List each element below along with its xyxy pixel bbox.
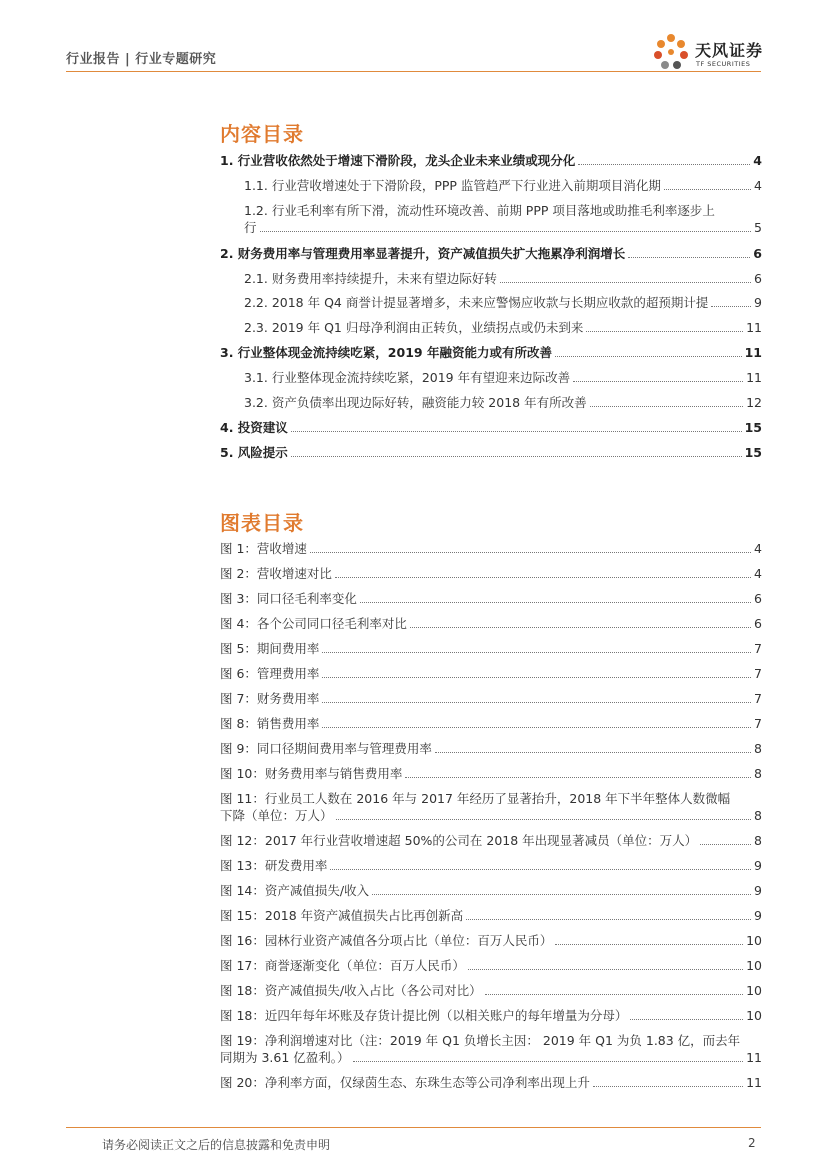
- toc-item[interactable]: [244, 202, 762, 236]
- figure-item[interactable]: [220, 640, 762, 657]
- tf-securities-logo-icon: [651, 30, 691, 74]
- figure-item-page: 8: [754, 808, 762, 823]
- toc-leader: [586, 331, 743, 332]
- figure-leader: [330, 869, 751, 870]
- figure-item-page: 9: [754, 858, 762, 873]
- figure-item[interactable]: [220, 590, 762, 607]
- figure-item[interactable]: [220, 1007, 762, 1024]
- toc-item-page: 11: [746, 320, 762, 335]
- toc-item[interactable]: [220, 419, 762, 436]
- figure-item-page: 7: [754, 716, 762, 731]
- figure-item-page: 6: [754, 591, 762, 606]
- figure-item-page: 10: [746, 983, 762, 998]
- toc-leader: [590, 406, 744, 407]
- toc-leader: [500, 282, 751, 283]
- figure-leader: [410, 627, 751, 628]
- toc-leader: [578, 164, 750, 165]
- figure-leader: [468, 969, 743, 970]
- toc-leader: [555, 356, 742, 357]
- figure-item[interactable]: [220, 540, 762, 557]
- header-rule: [66, 71, 761, 72]
- toc-item-text-line1: 1.2. 行业毛利率有所下滑，流动性环境改善、前期 PPP 项目落地或助推毛利率逐步上: [244, 203, 715, 218]
- figure-item[interactable]: [220, 690, 762, 707]
- toc-title: 内容目录: [220, 122, 304, 146]
- toc-leader: [628, 257, 750, 258]
- figure-item-text-line1: 图 11：行业员工人数在 2016 年与 2017 年经历了显著抬升，2018 年下半年整体人数微幅: [220, 791, 731, 806]
- toc-item-page: 11: [746, 370, 762, 385]
- figure-item-text: 图 1：营收增速: [220, 541, 307, 556]
- toc-item-page: 9: [754, 295, 762, 310]
- toc-item[interactable]: [220, 344, 762, 361]
- footer-disclaimer: 请务必阅读正文之后的信息披露和免责申明: [102, 1138, 331, 1152]
- figure-leader: [372, 894, 751, 895]
- toc-item[interactable]: [220, 152, 762, 169]
- figure-item-page: 10: [746, 958, 762, 973]
- figure-item[interactable]: [220, 932, 762, 949]
- figure-item-page: 7: [754, 666, 762, 681]
- figure-leader: [630, 1019, 743, 1020]
- figure-item[interactable]: [220, 832, 762, 849]
- figure-item-text: 图 14：资产减值损失/收入: [220, 883, 370, 898]
- figure-item[interactable]: [220, 1074, 762, 1091]
- figure-item[interactable]: [220, 907, 762, 924]
- figure-item-text: 图 13：研发费用率: [220, 858, 328, 873]
- figure-item[interactable]: [220, 765, 762, 782]
- figure-item-text: 图 5：期间费用率: [220, 641, 320, 656]
- figure-item-text-line1: 图 19：净利润增速对比（注：2019 年 Q1 负增长主因： 2019 年 Q1 为负 1.83 亿，而去年: [220, 1033, 741, 1048]
- figure-item[interactable]: [220, 857, 762, 874]
- figure-item-text: 图 2：营收增速对比: [220, 566, 332, 581]
- figure-item[interactable]: [220, 740, 762, 757]
- figure-item[interactable]: [220, 1032, 762, 1066]
- toc-leader: [711, 306, 751, 307]
- figure-leader: [310, 552, 751, 553]
- figure-item-text: 图 18：近四年每年坏账及存货计提比例（以相关账户的每年增量为分母）: [220, 1008, 628, 1023]
- toc-item-text-line2: 行: [244, 220, 257, 235]
- report-type-label: 行业报告 | 行业专题研究: [66, 52, 217, 67]
- figure-leader: [485, 994, 744, 995]
- toc-leader: [260, 231, 752, 232]
- figure-item[interactable]: [220, 982, 762, 999]
- toc-item-text: 1.1. 行业营收增速处于下滑阶段，PPP 监管趋严下行业进入前期项目消化期: [244, 178, 661, 193]
- figure-leader: [322, 702, 751, 703]
- toc-item-page: 6: [753, 246, 762, 261]
- toc-item-text: 2. 财务费用率与管理费用率显著提升，资产减值损失扩大拖累净利润增长: [220, 246, 626, 261]
- figure-item-text: 图 6：管理费用率: [220, 666, 320, 681]
- toc-item-text: 1. 行业营收依然处于增速下滑阶段，龙头企业未来业绩或现分化: [220, 153, 576, 168]
- toc-item[interactable]: [244, 394, 762, 411]
- figure-item-page: 7: [754, 691, 762, 706]
- toc-item-text: 2.2. 2018 年 Q4 商誉计提显著增多，未来应警惕应收款与长期应收款的超预期计提: [244, 295, 709, 310]
- figure-item-page: 6: [754, 616, 762, 631]
- figure-item-text-line2: 下降（单位：万人）: [220, 808, 333, 823]
- figure-item-text: 图 9：同口径期间费用率与管理费用率: [220, 741, 432, 756]
- figure-item-text: 图 18：资产减值损失/收入占比（各公司对比）: [220, 983, 482, 998]
- toc-item-page: 6: [754, 271, 762, 286]
- figure-item-page: 10: [746, 1008, 762, 1023]
- toc-leader: [664, 189, 751, 190]
- figure-leader: [335, 577, 751, 578]
- figure-leader: [555, 944, 743, 945]
- figure-item[interactable]: [220, 615, 762, 632]
- figure-leader: [360, 602, 751, 603]
- figure-item-page: 4: [754, 566, 762, 581]
- toc-item-text: 5. 风险提示: [220, 445, 288, 460]
- toc-item[interactable]: [244, 270, 762, 287]
- figure-item-text: 图 4：各个公司同口径毛利率对比: [220, 616, 407, 631]
- figures-title: 图表目录: [220, 511, 304, 535]
- figure-item-text: 图 20：净利率方面，仅绿茵生态、东珠生态等公司净利率出现上升: [220, 1075, 590, 1090]
- logo-text: 天风证券: [695, 41, 764, 60]
- figure-item-text: 图 8：销售费用率: [220, 716, 320, 731]
- logo-subtext: TF SECURITIES: [696, 60, 751, 68]
- figure-leader: [322, 727, 751, 728]
- figure-item-text: 图 7：财务费用率: [220, 691, 320, 706]
- toc-item[interactable]: [244, 177, 762, 194]
- figure-item-text: 图 10：财务费用率与销售费用率: [220, 766, 403, 781]
- toc-item-page: 4: [754, 178, 762, 193]
- figure-item-text: 图 3：同口径毛利率变化: [220, 591, 357, 606]
- toc-item[interactable]: [244, 294, 762, 311]
- figure-item-page: 8: [754, 741, 762, 756]
- toc-item-text: 3.1. 行业整体现金流持续吃紧，2019 年有望迎来边际改善: [244, 370, 571, 385]
- toc-item-page: 4: [753, 153, 762, 168]
- toc-item-page: 5: [754, 220, 762, 235]
- figure-leader: [322, 677, 751, 678]
- toc-item-text: 4. 投资建议: [220, 420, 288, 435]
- toc-leader: [291, 456, 742, 457]
- figure-leader: [593, 1086, 743, 1087]
- page-number: 2: [748, 1136, 756, 1150]
- toc-item-text: 2.3. 2019 年 Q1 归母净利润由正转负，业绩拐点或仍未到来: [244, 320, 584, 335]
- toc-item-page: 15: [744, 445, 762, 460]
- figure-item-page: 9: [754, 883, 762, 898]
- toc-item-page: 15: [744, 420, 762, 435]
- figure-item-page: 10: [746, 933, 762, 948]
- figure-item[interactable]: [220, 665, 762, 682]
- toc-item[interactable]: [220, 245, 762, 262]
- toc-leader: [291, 431, 742, 432]
- figure-leader: [353, 1061, 744, 1062]
- toc-item-text: 3. 行业整体现金流持续吃紧，2019 年融资能力或有所改善: [220, 345, 552, 360]
- figure-item-page: 8: [754, 766, 762, 781]
- figure-item-text-line2: 同期为 3.61 亿盈利。）: [220, 1050, 350, 1065]
- figure-item-page: 7: [754, 641, 762, 656]
- figure-item-text: 图 12：2017 年行业营收增速超 50%的公司在 2018 年出现显著减员（单位：万人）: [220, 833, 698, 848]
- toc-item[interactable]: [244, 319, 762, 336]
- toc-leader: [573, 381, 743, 382]
- figure-item-page: 4: [754, 541, 762, 556]
- figure-leader: [700, 844, 751, 845]
- toc-item-page: 11: [744, 345, 762, 360]
- figure-item[interactable]: [220, 957, 762, 974]
- company-logo: [651, 30, 771, 74]
- figure-item-text: 图 15：2018 年资产减值损失占比再创新高: [220, 908, 464, 923]
- figure-item[interactable]: [220, 715, 762, 732]
- toc-item-page: 12: [746, 395, 762, 410]
- figure-item-text: 图 16：园林行业资产减值各分项占比（单位：百万人民币）: [220, 933, 553, 948]
- toc-item-text: 2.1. 财务费用率持续提升，未来有望边际好转: [244, 271, 497, 286]
- figure-item-page: 11: [746, 1050, 762, 1065]
- figure-leader: [466, 919, 751, 920]
- toc-item[interactable]: [220, 444, 762, 461]
- figure-item-page: 9: [754, 908, 762, 923]
- figure-leader: [336, 819, 752, 820]
- figure-leader: [435, 752, 751, 753]
- figure-item-text: 图 17：商誉逐渐变化（单位：百万人民币）: [220, 958, 465, 973]
- figure-item[interactable]: [220, 882, 762, 899]
- figure-item[interactable]: [220, 565, 762, 582]
- toc-item-text: 3.2. 资产负债率出现边际好转，融资能力较 2018 年有所改善: [244, 395, 587, 410]
- footer-rule: [66, 1127, 761, 1128]
- toc-item[interactable]: [244, 369, 762, 386]
- figure-item-page: 11: [746, 1075, 762, 1090]
- figure-leader: [405, 777, 751, 778]
- figure-leader: [322, 652, 751, 653]
- figure-item-page: 8: [754, 833, 762, 848]
- figure-item[interactable]: [220, 790, 762, 824]
